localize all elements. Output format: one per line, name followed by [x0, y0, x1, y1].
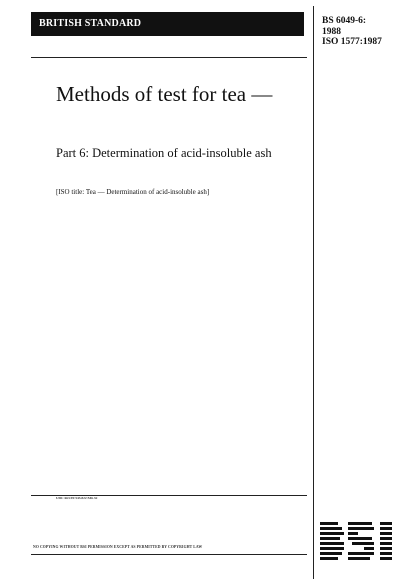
- bsi-logo-icon: [318, 518, 408, 566]
- standard-number-line1: BS 6049-6:: [322, 16, 367, 26]
- vertical-divider: [313, 6, 314, 579]
- top-rule: [31, 57, 307, 58]
- header-label: BRITISH STANDARD: [39, 18, 142, 29]
- standard-number-line2: 1988: [322, 26, 341, 37]
- document-title: Methods of test for tea —: [56, 82, 273, 106]
- iso-title: [ISO title: Tea — Determination of acid-insoluble ash]: [56, 188, 210, 196]
- document-subtitle: Part 6: Determination of acid-insoluble ash: [56, 146, 272, 160]
- standard-number-line3: ISO 1577:1987: [322, 37, 382, 47]
- udc-code: UDC 663.95:543.822:546.32: [56, 496, 98, 500]
- copyright-notice: NO COPYING WITHOUT BSI PERMISSION EXCEPT AS PERMITTED BY COPYRIGHT LAW: [33, 545, 203, 549]
- header-bar: [31, 12, 304, 36]
- bottom-rule: [31, 554, 307, 555]
- standard-number: [322, 16, 407, 48]
